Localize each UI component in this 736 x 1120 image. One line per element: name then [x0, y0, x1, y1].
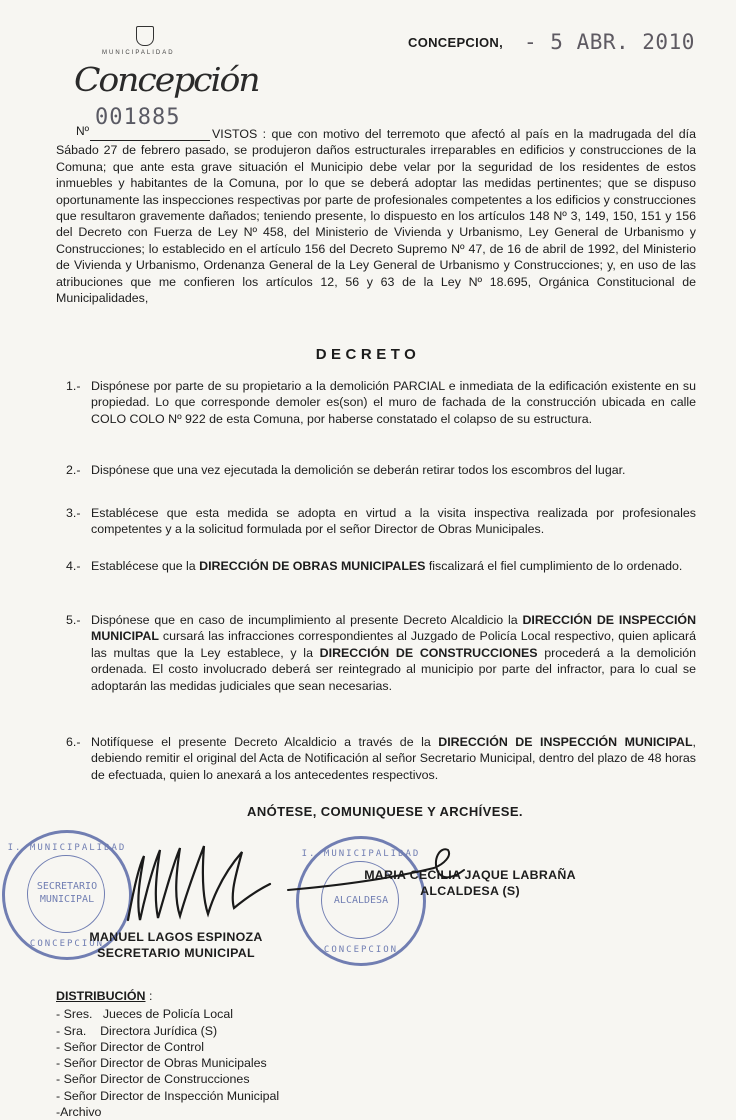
list-item: -Archivo: [56, 1105, 102, 1120]
seal-mid-text: MUNICIPAL: [39, 894, 95, 905]
distribution-list: [56, 988, 279, 1120]
seal-top-text: I. MUNICIPALIDAD: [7, 843, 127, 853]
item-text: Establécese que la DIRECCIÓN DE OBRAS MUNICIPALES fiscalizará el fiel cumplimiento de lo ordenado.: [91, 559, 683, 573]
item-number: 6.-: [66, 735, 81, 749]
item-number: 4.-: [66, 559, 81, 573]
municipality-logo: [72, 26, 259, 99]
item-bold: DIRECCIÓN DE CONSTRUCCIONES: [319, 645, 538, 660]
crest-icon: [136, 26, 154, 46]
seal-bottom-text: CONCEPCION: [323, 945, 399, 955]
closing-formula: ANÓTESE, COMUNIQUESE Y ARCHÍVESE.: [247, 804, 523, 819]
item-number: 5.-: [66, 613, 81, 627]
list-item: - Señor Director de Obras Municipales: [56, 1056, 267, 1071]
item-number: 2.-: [66, 463, 81, 477]
item-number: 1.-: [66, 379, 81, 393]
item-number: 3.-: [66, 506, 81, 520]
seal-mid-text: SECRETARIO: [36, 881, 98, 892]
decreto-heading: DECRETO: [315, 346, 421, 363]
item-text: Establécese que esta medida se adopta en virtud a la visita inspectiva realizada por profesionales competentes y a la solicitud formulada por el señor Director de Obras Municipales.: [91, 506, 696, 537]
number-label: Nº: [76, 124, 90, 138]
distribution-heading: DISTRIBUCIÓN: [56, 989, 146, 1003]
item-text: Notifíquese el presente Decreto Alcaldicio a través de la DIRECCIÓN DE INSPECCIÓN MUNICIPAL, debiendo remitir el original del Acta de Notificación al señor Secretario Municipal, dentro del plazo de 48 horas de efectuada, quien lo anexará a los antecedentes respectivos.: [91, 735, 696, 782]
list-item: - Señor Director de Construcciones: [56, 1072, 250, 1087]
decree-number: 001885: [95, 105, 181, 130]
seal-bottom-text: CONCEPCION: [29, 939, 105, 949]
list-item: - Señor Director de Inspección Municipal: [56, 1088, 280, 1103]
vistos-paragraph: VISTOS : que con motivo del terremoto que afectó al país en la madrugada del día Sábado 27 de febrero pasado, se produjeron daños estructurales irreparables en edificios y construcciones de la Comuna; que ante esta grave situación el Municipio debe velar por la seguridad de los residentes de estos inmuebles y habitantes de la Comuna, por lo que se deberá adoptar las medidas pertinentes; que se dispuso oportunamente las inspecciones respectivas por parte de profesionales competentes a los edificios y construcciones que resultaron gravemente dañados; teniendo presente, lo dispuesto en los artículos 148 Nº 3, 149, 150, 151 y 156 del Decreto con Fuerza de Ley Nº 458, del Ministerio de Vivienda y Urbanismo, Ley General de Urbanismo y Construcciones; lo establecido en el artículo 156 del Decreto Supremo Nº 47, de 16 de abril de 1992, del Ministerio de Vivienda y Urbanismo, Ordenanza General de la Ley General de Urbanismo y Construcciones; y, en uso de las atribuciones que me confieren los artículos 12, 56 y 63 de la Ley Nº 18.695, Orgánica Constitucional de Municipalidades,: [56, 127, 696, 306]
alcaldesa-name: MARIA CECILIA JAQUE LABRAÑA: [364, 868, 576, 882]
item-text: Dispónese que una vez ejecutada la demolición se deberán retirar todos los escombros del lugar.: [91, 463, 626, 477]
item-bold: DIRECCIÓN DE INSPECCIÓN MUNICIPAL: [91, 613, 697, 644]
item-text: Dispónese que en caso de incumplimiento al presente Decreto Alcaldicio la DIRECCIÓN DE INSPECCIÓN MUNICIPAL cursará las infracciones correspondientes al Juzgado de Policía Local respectivo, quien aplicará las multas que la Ley establece, y la DIRECCIÓN DE CONSTRUCCIONES procederá a la demolición ordenada. El costo involucrado deberá ser reintegrado al municipio por parte del infractor, para lo cual se adoptarán las medidas judiciales que sean necesarias.: [91, 613, 697, 693]
secretario-name: MANUEL LAGOS ESPINOZA: [89, 930, 263, 944]
list-item: - Sra. Directora Jurídica (S): [56, 1023, 218, 1038]
item-bold: DIRECCIÓN DE OBRAS MUNICIPALES: [199, 559, 426, 573]
logo-city: Concepción: [74, 60, 259, 99]
item-text: Dispónese por parte de su propietario a la demolición PARCIAL e inmediata de la edificación existente en su propiedad. Lo que corresponde demoler es(son) el muro de fachada de la construcción ubicada en calle COLO COLO Nº 922 de esta Comuna, por haberse constatado el colapso de su estructura.: [91, 379, 696, 426]
list-item: - Sres. Jueces de Policía Local: [56, 1007, 233, 1022]
secretario-signature: [110, 828, 280, 932]
seal-mid-text: ALCALDESA: [333, 895, 389, 906]
seal-top-text: I. MUNICIPALIDAD: [301, 849, 421, 859]
logo-subtitle: MUNICIPALIDAD: [102, 50, 175, 56]
list-item: - Señor Director de Control: [56, 1039, 205, 1054]
place-label: CONCEPCION,: [408, 35, 504, 50]
item-bold: DIRECCIÓN DE INSPECCIÓN MUNICIPAL: [438, 735, 693, 749]
secretario-title: SECRETARIO MUNICIPAL: [97, 946, 255, 960]
date-stamp: - 5 ABR. 2010: [524, 30, 695, 54]
alcaldesa-title: ALCALDESA (S): [420, 884, 520, 898]
distribution-heading-suffix: :: [145, 989, 153, 1003]
